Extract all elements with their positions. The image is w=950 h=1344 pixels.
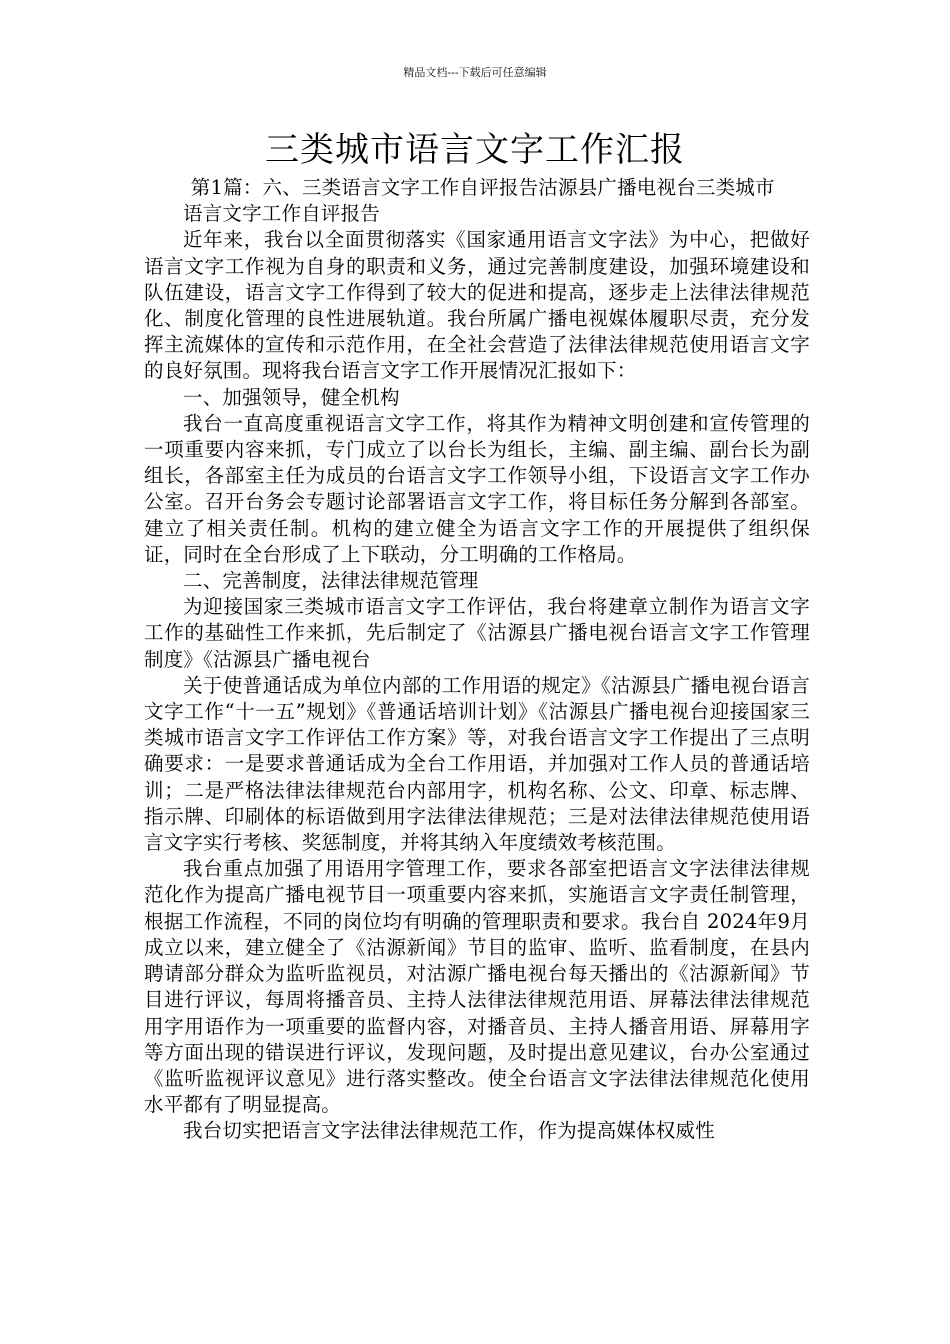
section-heading-2: 二、完善制度，法律法律规范管理 bbox=[183, 569, 479, 593]
paragraph-closing: 我台切实把语言文字法律法律规范工作，作为提高媒体权威性 bbox=[183, 1119, 715, 1143]
paragraph-report-title: 语言文字工作自评报告 bbox=[183, 202, 381, 226]
document-body bbox=[144, 175, 810, 1145]
paragraph-intro: 近年来，我台以全面贯彻落实《国家通用语言文字法》为中心，把做好语言文字工作视为自身的职责和义务，通过完善制度建设，加强环境建设和队伍建设，语言文字工作得到了较大的促进和提高，逐步走上法律法律规范化、制度化管理的良性进展轨道。我台所属广播电视媒体履职尽责，充分发挥主流媒体的宣传和示范作用，在全社会营造了法律法律规范使用语言文字的良好氛围。现将我台语言文字工作开展情况汇报如下： bbox=[144, 228, 810, 383]
section-heading-1: 一、加强领导，健全机构 bbox=[183, 385, 400, 409]
document-title: 三类城市语言文字工作汇报 bbox=[265, 130, 685, 170]
header-note: 精品文档---下载后可任意编辑 bbox=[403, 66, 547, 79]
paragraph-regulations-continued: 关于使普通话成为单位内部的工作用语的规定》《沽源县广播电视台语言文字工作“十一五”规划》《普通话培训计划》《沽源县广播电视台迎接国家三类城市语言文字工作评估工作方案》等，对我台语言文字工作提出了三点明确要求：一是要求普通话成为全台工作用语，并加强对工作人员的普通话培训；二是严格法律法律规范台内部用字，机构名称、公文、印章、标志牌、指示牌、印刷体的标语做到用字法律法律规范；三是对法律法律规范使用语言文字实行考核、奖惩制度，并将其纳入年度绩效考核范围。 bbox=[144, 673, 810, 855]
paragraph-management: 我台重点加强了用语用字管理工作，要求各部室把语言文字法律法律规范化作为提高广播电视节目一项重要内容来抓，实施语言文字责任制管理，根据工作流程，不同的岗位均有明确的管理职责和要求。我台自 2024年9月成立以来，建立健全了《沽源新闻》节目的监审、监听、监看制度，在县内聘请部分群众为监听监视员，对沽源广播电视台每天播出的《沽源新闻》节目进行评议，每周将播音员、主持人法律法律规范用语、屏幕法律法律规范用字用语作为一项重要的监督内容，对播音员、主持人播音用语、屏幕用字等方面出现的错误进行评议，发现问题，及时提出意见建议，台办公室通过《监听监视评议意见》进行落实整改。使全台语言文字法律法律规范化使用水平都有了明显提高。 bbox=[144, 857, 810, 1117]
paragraph-leadership: 我台一直高度重视语言文字工作，将其作为精神文明创建和宣传管理的一项重要内容来抓，专门成立了以台长为组长，主编、副主编、副台长为副组长，各部室主任为成员的台语言文字工作领导小组，下设语言文字工作办公室。召开台务会专题讨论部署语言文字工作，将目标任务分解到各部室。建立了相关责任制。机构的建立健全为语言文字工作的开展提供了组织保证，同时在全台形成了上下联动，分工明确的工作格局。 bbox=[144, 411, 810, 566]
paragraph-subtitle: 第1篇：六、三类语言文字工作自评报告沽源县广播电视台三类城市 bbox=[190, 176, 775, 199]
paragraph-regulations: 为迎接国家三类城市语言文字工作评估，我台将建章立制作为语言文字工作的基础性工作来抓，先后制定了《沽源县广播电视台语言文字工作管理制度》《沽源县广播电视台 bbox=[144, 595, 810, 671]
